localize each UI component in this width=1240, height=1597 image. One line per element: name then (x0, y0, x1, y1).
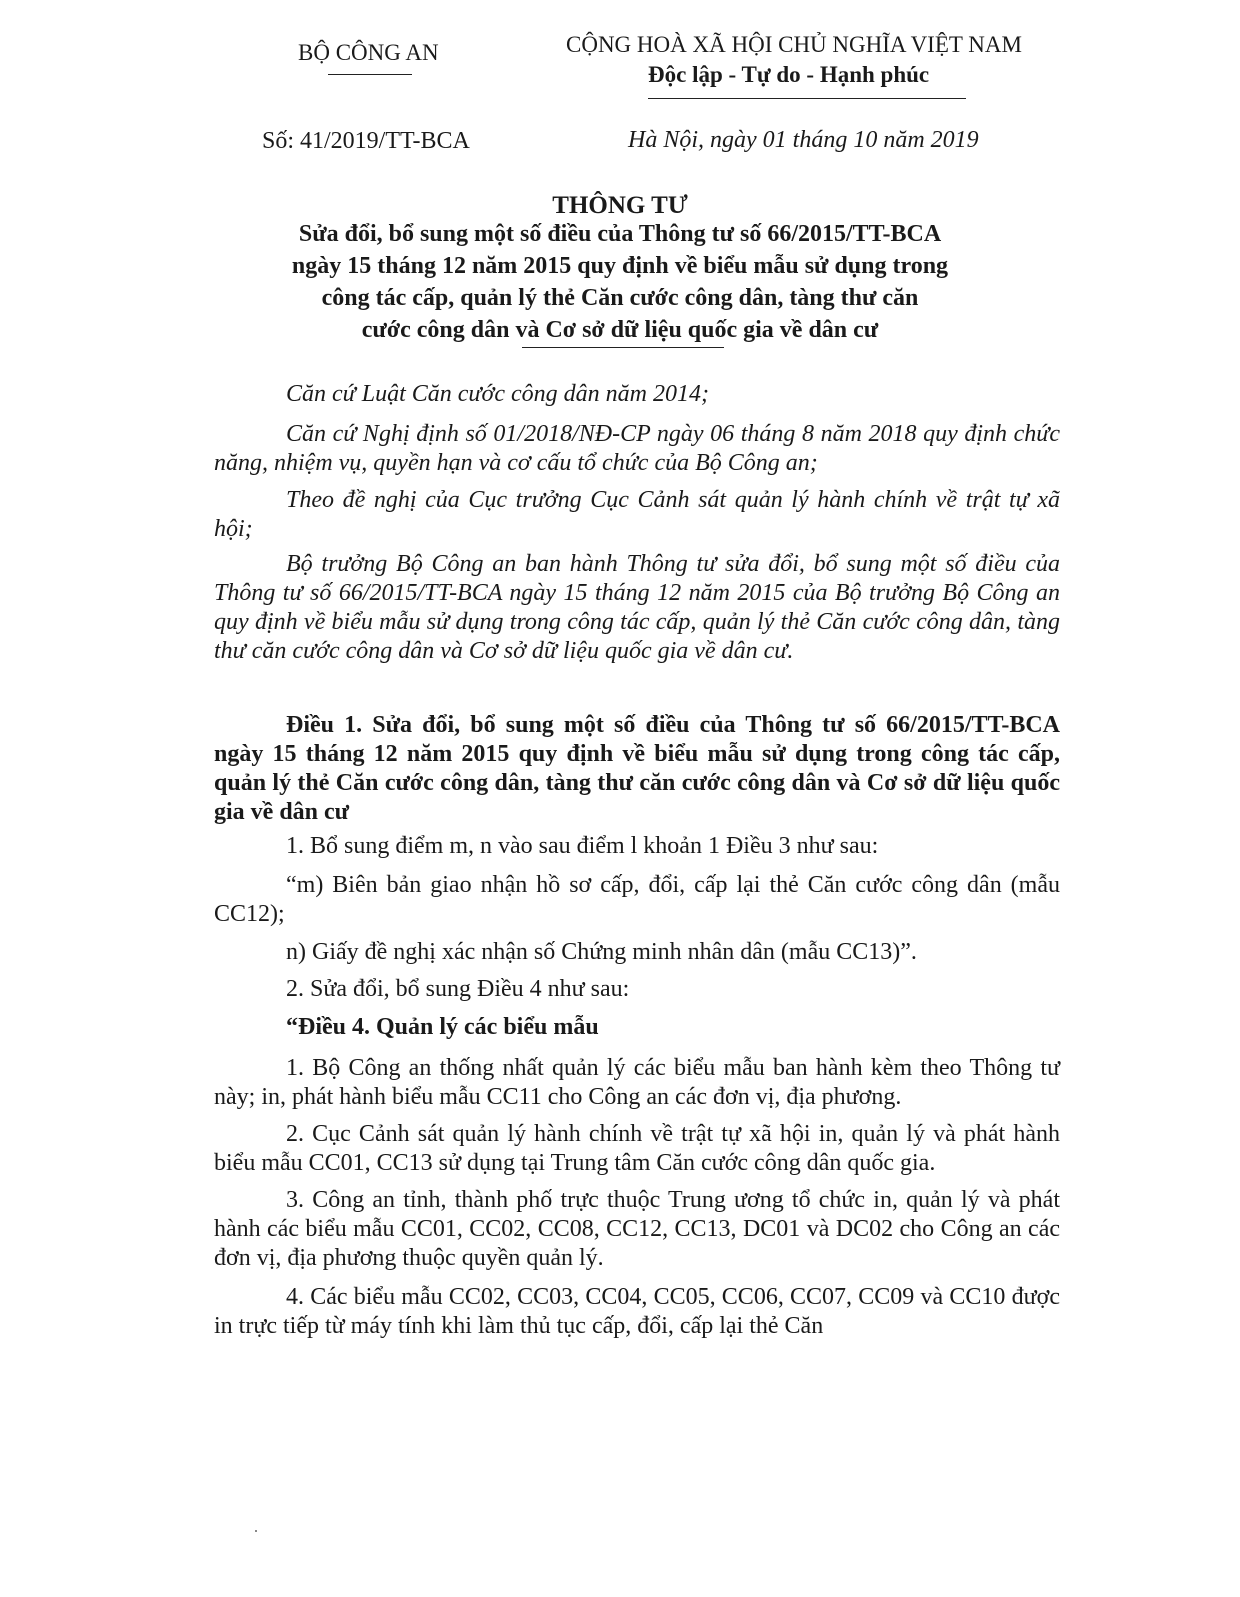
document-type: THÔNG TƯ (552, 192, 688, 219)
national-motto: Độc lập - Tự do - Hạnh phúc (648, 62, 930, 87)
article-4-heading: “Điều 4. Quản lý các biểu mẫu (286, 1014, 599, 1040)
motto-underline (648, 98, 966, 99)
subtitle-underline (522, 347, 724, 348)
article-4-item: 3. Công an tỉnh, thành phố trực thuộc Trung ương tổ chức in, quản lý và phát hành các biểu mẫu CC01, CC02, CC08, CC12, CC13, DC01 và DC02 cho Công an các đơn vị, địa phương thuộc quyền quản lý. (214, 1187, 1060, 1271)
article-4-item: 1. Bộ Công an thống nhất quản lý các biểu mẫu ban hành kèm theo Thông tư này; in, phát hành biểu mẫu CC11 cho Công an các đơn vị, địa phương. (214, 1055, 1060, 1110)
article-4-item: 4. Các biểu mẫu CC02, CC03, CC04, CC05, CC06, CC07, CC09 và CC10 được in trực tiếp từ máy tính khi làm thủ tục cấp, đổi, cấp lại thẻ Căn (214, 1284, 1060, 1339)
national-title: CỘNG HOÀ XÃ HỘI CHỦ NGHĨA VIỆT NAM (566, 32, 1022, 57)
preamble-paragraph: Căn cứ Luật Căn cước công dân năm 2014; (286, 381, 709, 407)
issuing-agency: BỘ CÔNG AN (298, 40, 439, 65)
place-date: Hà Nội, ngày 01 tháng 10 năm 2019 (628, 127, 979, 153)
document-subtitle (200, 218, 1040, 346)
document-number: Số: 41/2019/TT-BCA (262, 128, 470, 154)
scan-speck (255, 1530, 257, 1532)
article-1-item-1: 1. Bổ sung điểm m, n vào sau điểm l khoản 1 Điều 3 như sau: (286, 833, 879, 859)
preamble-paragraph: Bộ trưởng Bộ Công an ban hành Thông tư sửa đổi, bổ sung một số điều của Thông tư số 66/2015/TT-BCA ngày 15 tháng 12 năm 2015 của Bộ trưởng Bộ Công an quy định về biểu mẫu sử dụng trong công tác cấp, quản lý thẻ Căn cước công dân, tàng thư căn cước công dân và Cơ sở dữ liệu quốc gia về dân cư. (214, 551, 1060, 664)
article-1-heading: Điều 1. Sửa đổi, bổ sung một số điều của Thông tư số 66/2015/TT-BCA ngày 15 tháng 12 năm 2015 quy định về biểu mẫu sử dụng trong công tác cấp, quản lý thẻ Căn cước công dân, tàng thư căn cước công dân và Cơ sở dữ liệu quốc gia về dân cư (214, 712, 1060, 825)
article-1-item-1-n: n) Giấy đề nghị xác nhận số Chứng minh nhân dân (mẫu CC13)”. (286, 939, 917, 965)
article-1-item-1-m: “m) Biên bản giao nhận hồ sơ cấp, đổi, cấp lại thẻ Căn cước công dân (mẫu CC12); (214, 872, 1060, 927)
subtitle-line: Sửa đổi, bổ sung một số điều của Thông tư số 66/2015/TT-BCA (298, 221, 942, 247)
subtitle-line: công tác cấp, quản lý thẻ Căn cước công dân, tàng thư căn (321, 285, 919, 311)
article-1-item-2: 2. Sửa đổi, bổ sung Điều 4 như sau: (286, 976, 630, 1002)
subtitle-line: ngày 15 tháng 12 năm 2015 quy định về biểu mẫu sử dụng trong (291, 253, 949, 279)
subtitle-line: cước công dân và Cơ sở dữ liệu quốc gia về dân cư (361, 317, 879, 343)
agency-underline (328, 74, 412, 75)
preamble-paragraph: Căn cứ Nghị định số 01/2018/NĐ-CP ngày 06 tháng 8 năm 2018 quy định chức năng, nhiệm vụ, quyền hạn và cơ cấu tổ chức của Bộ Công an; (214, 421, 1060, 476)
preamble-paragraph: Theo đề nghị của Cục trưởng Cục Cảnh sát quản lý hành chính về trật tự xã hội; (214, 487, 1060, 542)
article-4-item: 2. Cục Cảnh sát quản lý hành chính về trật tự xã hội in, quản lý và phát hành biểu mẫu CC01, CC13 sử dụng tại Trung tâm Căn cước công dân quốc gia. (214, 1121, 1060, 1176)
